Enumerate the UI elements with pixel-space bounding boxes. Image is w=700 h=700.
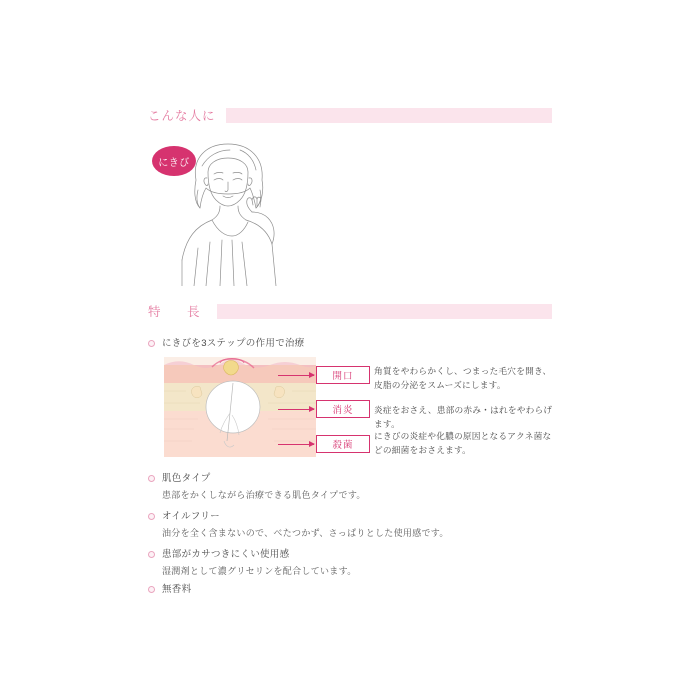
callout-description: にきびの炎症や化膿の原因となるアクネ菌などの細菌をおさえます。 (374, 431, 552, 455)
feature-title: オイルフリー (162, 511, 220, 522)
feature-title: 肌色タイプ (162, 473, 211, 484)
feature-item (148, 583, 191, 597)
arrow-to-callout-2 (278, 409, 314, 410)
feature-description: 油分を全く含まないので、べたつかず、さっぱりとした使用感です。 (162, 528, 449, 538)
arrow-to-callout-1 (278, 375, 314, 376)
feature-item (148, 472, 366, 503)
callout-description: 炎症をおさえ、患部の赤み・はれをやわらげます。 (374, 405, 553, 429)
skin-cross-section-diagram (164, 357, 316, 457)
callout-box-antibacterial (316, 435, 370, 453)
callout-box-opening (316, 366, 370, 384)
feature-item (148, 548, 357, 579)
callout-label: 消炎 (332, 405, 354, 416)
bullet-icon (148, 513, 155, 520)
arrow-to-callout-3 (278, 444, 314, 445)
bullet-icon (148, 586, 155, 593)
illustration-woman-with-acne (152, 136, 312, 286)
bullet-icon (148, 551, 155, 558)
badge-acne (152, 146, 196, 176)
callout-description: 角質をやわらかくし、つまった毛穴を開き、皮脂の分泌をスムーズにします。 (374, 366, 552, 390)
feature-title: 患部がカサつきにくい使用感 (162, 549, 290, 560)
heading-bar (226, 108, 552, 123)
section-heading-target-users (148, 106, 552, 124)
badge-label: にきび (158, 157, 190, 169)
skin-cross-section-svg (164, 357, 316, 457)
section-heading-features (148, 302, 552, 320)
bullet-icon (148, 340, 155, 347)
heading-bar (217, 304, 552, 319)
callout-label: 開口 (332, 371, 354, 382)
bullet-icon (148, 475, 155, 482)
callout-label: 殺菌 (332, 440, 354, 451)
section-title-text: こんな人に (148, 109, 216, 123)
feature-description: 湿潤剤として濃グリセリンを配合しています。 (162, 566, 357, 576)
feature-item (148, 337, 305, 351)
feature-description: 患部をかくしながら治療できる肌色タイプです。 (162, 490, 366, 500)
callout-box-anti-inflammatory (316, 400, 370, 418)
feature-title: 無香料 (162, 584, 192, 595)
feature-title: にきびを3ステップの作用で治療 (162, 338, 305, 349)
section-title-text: 特 長 (148, 305, 207, 319)
feature-item (148, 510, 449, 541)
